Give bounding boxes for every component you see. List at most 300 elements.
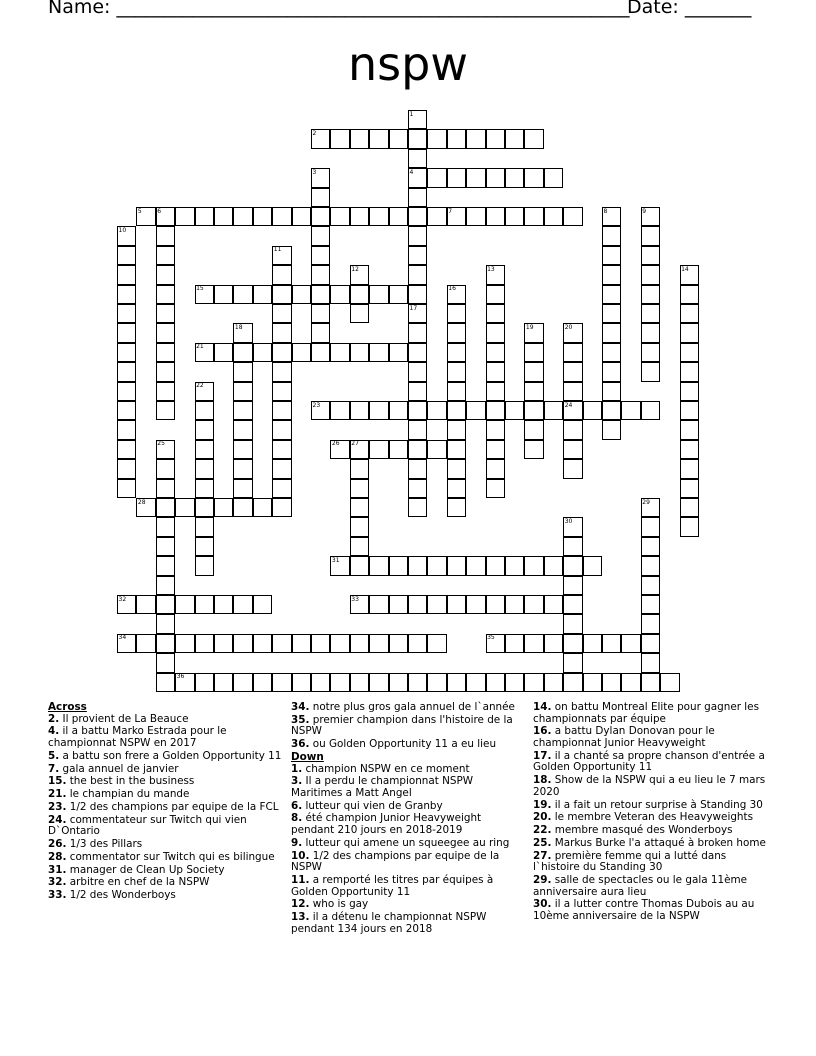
grid-cell[interactable] <box>408 129 427 148</box>
grid-cell[interactable] <box>350 673 369 692</box>
grid-cell[interactable] <box>524 168 543 187</box>
grid-cell[interactable] <box>563 595 582 614</box>
grid-cell[interactable] <box>369 440 388 459</box>
grid-cell[interactable] <box>389 595 408 614</box>
grid-cell[interactable] <box>214 498 233 517</box>
grid-cell[interactable] <box>292 207 311 226</box>
grid-cell[interactable] <box>195 595 214 614</box>
grid-cell[interactable] <box>563 576 582 595</box>
grid-cell[interactable] <box>369 556 388 575</box>
grid-cell[interactable] <box>486 129 505 148</box>
grid-cell[interactable] <box>544 556 563 575</box>
grid-cell[interactable] <box>563 382 582 401</box>
grid-cell[interactable] <box>214 673 233 692</box>
grid-cell[interactable] <box>641 285 660 304</box>
grid-cell[interactable] <box>408 673 427 692</box>
grid-cell[interactable] <box>253 634 272 653</box>
grid-cell[interactable] <box>389 556 408 575</box>
grid-cell[interactable] <box>466 595 485 614</box>
grid-cell[interactable] <box>156 614 175 633</box>
grid-cell[interactable] <box>389 343 408 362</box>
grid-cell[interactable] <box>389 129 408 148</box>
grid-cell[interactable] <box>447 362 466 381</box>
grid-cell[interactable] <box>408 343 427 362</box>
grid-cell[interactable] <box>486 420 505 439</box>
grid-cell[interactable] <box>486 595 505 614</box>
grid-cell[interactable] <box>680 285 699 304</box>
grid-cell[interactable] <box>253 207 272 226</box>
grid-cell[interactable] <box>233 401 252 420</box>
grid-cell[interactable] <box>156 537 175 556</box>
grid-cell[interactable] <box>486 556 505 575</box>
grid-cell[interactable] <box>524 556 543 575</box>
grid-cell[interactable] <box>602 246 621 265</box>
grid-cell[interactable] <box>563 537 582 556</box>
grid-cell[interactable] <box>117 479 136 498</box>
grid-cell[interactable] <box>195 556 214 575</box>
grid-cell[interactable] <box>311 246 330 265</box>
grid-cell[interactable] <box>233 479 252 498</box>
grid-cell[interactable] <box>680 323 699 342</box>
grid-cell[interactable] <box>427 595 446 614</box>
grid-cell[interactable] <box>447 440 466 459</box>
grid-cell[interactable] <box>156 382 175 401</box>
grid-cell[interactable] <box>350 285 369 304</box>
grid-cell[interactable] <box>350 343 369 362</box>
grid-cell[interactable] <box>408 634 427 653</box>
grid-cell[interactable] <box>214 595 233 614</box>
grid-cell[interactable] <box>408 362 427 381</box>
grid-cell[interactable] <box>563 343 582 362</box>
grid-cell[interactable] <box>117 265 136 284</box>
grid-cell[interactable] <box>563 459 582 478</box>
grid-cell[interactable] <box>408 226 427 245</box>
grid-cell[interactable] <box>311 634 330 653</box>
grid-cell[interactable] <box>641 634 660 653</box>
grid-cell[interactable] <box>641 595 660 614</box>
grid-cell[interactable] <box>641 537 660 556</box>
grid-cell[interactable] <box>408 498 427 517</box>
grid-cell[interactable] <box>544 207 563 226</box>
grid-cell[interactable] <box>272 479 291 498</box>
grid-cell[interactable] <box>369 207 388 226</box>
grid-cell[interactable] <box>369 634 388 653</box>
grid-cell[interactable] <box>214 634 233 653</box>
grid-cell[interactable] <box>505 129 524 148</box>
grid-cell[interactable] <box>408 401 427 420</box>
grid-cell[interactable] <box>156 576 175 595</box>
grid-cell[interactable] <box>563 440 582 459</box>
grid-cell[interactable] <box>602 285 621 304</box>
grid-cell[interactable] <box>175 207 194 226</box>
grid-cell[interactable] <box>602 634 621 653</box>
grid-cell[interactable] <box>272 304 291 323</box>
grid-cell[interactable] <box>233 382 252 401</box>
grid-cell[interactable] <box>156 265 175 284</box>
grid-cell[interactable] <box>524 401 543 420</box>
grid-cell[interactable] <box>602 343 621 362</box>
grid-cell[interactable] <box>156 362 175 381</box>
grid-cell[interactable] <box>156 673 175 692</box>
grid-cell[interactable] <box>427 673 446 692</box>
grid-cell[interactable] <box>680 304 699 323</box>
grid-cell[interactable] <box>330 634 349 653</box>
grid-cell[interactable] <box>680 479 699 498</box>
grid-cell[interactable] <box>408 382 427 401</box>
grid-cell[interactable] <box>466 129 485 148</box>
grid-cell[interactable] <box>641 265 660 284</box>
grid-cell[interactable] <box>602 673 621 692</box>
grid-cell[interactable] <box>621 673 640 692</box>
grid-cell[interactable] <box>427 129 446 148</box>
grid-cell[interactable] <box>156 246 175 265</box>
grid-cell[interactable] <box>544 168 563 187</box>
grid-cell[interactable] <box>117 285 136 304</box>
grid-cell[interactable] <box>447 129 466 148</box>
grid-cell[interactable] <box>330 129 349 148</box>
grid-cell[interactable] <box>563 556 582 575</box>
grid-cell[interactable] <box>641 323 660 342</box>
grid-cell[interactable] <box>466 207 485 226</box>
grid-cell[interactable] <box>447 673 466 692</box>
grid-cell[interactable] <box>408 323 427 342</box>
grid-cell[interactable] <box>350 634 369 653</box>
grid-cell[interactable] <box>408 556 427 575</box>
grid-cell[interactable] <box>272 265 291 284</box>
grid-cell[interactable] <box>641 246 660 265</box>
grid-cell[interactable] <box>272 420 291 439</box>
grid-cell[interactable] <box>602 323 621 342</box>
grid-cell[interactable] <box>486 207 505 226</box>
grid-cell[interactable] <box>680 459 699 478</box>
grid-cell[interactable] <box>156 343 175 362</box>
grid-cell[interactable] <box>156 653 175 672</box>
grid-cell[interactable] <box>427 556 446 575</box>
grid-cell[interactable] <box>544 401 563 420</box>
grid-cell[interactable] <box>641 673 660 692</box>
grid-cell[interactable] <box>272 285 291 304</box>
grid-cell[interactable] <box>660 673 679 692</box>
grid-cell[interactable] <box>602 362 621 381</box>
grid-cell[interactable] <box>427 440 446 459</box>
grid-cell[interactable] <box>563 420 582 439</box>
grid-cell[interactable] <box>311 343 330 362</box>
grid-cell[interactable] <box>447 401 466 420</box>
grid-cell[interactable] <box>680 440 699 459</box>
grid-cell[interactable] <box>253 595 272 614</box>
grid-cell[interactable] <box>369 129 388 148</box>
grid-cell[interactable] <box>253 498 272 517</box>
grid-cell[interactable] <box>233 343 252 362</box>
grid-cell[interactable] <box>408 246 427 265</box>
grid-cell[interactable] <box>117 440 136 459</box>
grid-cell[interactable] <box>524 420 543 439</box>
grid-cell[interactable] <box>524 362 543 381</box>
grid-cell[interactable] <box>272 440 291 459</box>
grid-cell[interactable] <box>408 479 427 498</box>
grid-cell[interactable] <box>602 382 621 401</box>
grid-cell[interactable] <box>253 343 272 362</box>
grid-cell[interactable] <box>214 343 233 362</box>
grid-cell[interactable] <box>524 634 543 653</box>
grid-cell[interactable] <box>427 168 446 187</box>
grid-cell[interactable] <box>233 459 252 478</box>
grid-cell[interactable] <box>447 556 466 575</box>
grid-cell[interactable] <box>214 285 233 304</box>
grid-cell[interactable] <box>641 556 660 575</box>
grid-cell[interactable] <box>272 343 291 362</box>
grid-cell[interactable] <box>350 479 369 498</box>
grid-cell[interactable] <box>408 265 427 284</box>
grid-cell[interactable] <box>505 595 524 614</box>
grid-cell[interactable] <box>602 420 621 439</box>
grid-cell[interactable] <box>427 634 446 653</box>
grid-cell[interactable] <box>233 440 252 459</box>
grid-cell[interactable] <box>175 498 194 517</box>
grid-cell[interactable] <box>292 343 311 362</box>
grid-cell[interactable] <box>641 517 660 536</box>
grid-cell[interactable] <box>408 420 427 439</box>
grid-cell[interactable] <box>156 479 175 498</box>
grid-cell[interactable] <box>233 595 252 614</box>
grid-cell[interactable] <box>233 207 252 226</box>
grid-cell[interactable] <box>408 440 427 459</box>
grid-cell[interactable] <box>563 362 582 381</box>
grid-cell[interactable] <box>156 634 175 653</box>
grid-cell[interactable] <box>369 401 388 420</box>
grid-cell[interactable] <box>427 401 446 420</box>
grid-cell[interactable] <box>447 459 466 478</box>
grid-cell[interactable] <box>253 673 272 692</box>
grid-cell[interactable] <box>195 673 214 692</box>
grid-cell[interactable] <box>680 382 699 401</box>
grid-cell[interactable] <box>156 304 175 323</box>
grid-cell[interactable] <box>544 595 563 614</box>
grid-cell[interactable] <box>136 595 155 614</box>
grid-cell[interactable] <box>233 420 252 439</box>
grid-cell[interactable] <box>272 498 291 517</box>
grid-cell[interactable] <box>505 634 524 653</box>
grid-cell[interactable] <box>272 382 291 401</box>
grid-cell[interactable] <box>350 304 369 323</box>
grid-cell[interactable] <box>641 226 660 245</box>
grid-cell[interactable] <box>369 343 388 362</box>
grid-cell[interactable] <box>505 168 524 187</box>
grid-cell[interactable] <box>389 207 408 226</box>
grid-cell[interactable] <box>311 304 330 323</box>
grid-cell[interactable] <box>680 401 699 420</box>
grid-cell[interactable] <box>272 459 291 478</box>
grid-cell[interactable] <box>621 401 640 420</box>
grid-cell[interactable] <box>447 168 466 187</box>
grid-cell[interactable] <box>330 401 349 420</box>
grid-cell[interactable] <box>583 634 602 653</box>
grid-cell[interactable] <box>272 673 291 692</box>
grid-cell[interactable] <box>156 595 175 614</box>
grid-cell[interactable] <box>272 323 291 342</box>
grid-cell[interactable] <box>272 362 291 381</box>
grid-cell[interactable] <box>156 498 175 517</box>
grid-cell[interactable] <box>486 382 505 401</box>
grid-cell[interactable] <box>350 498 369 517</box>
grid-cell[interactable] <box>408 188 427 207</box>
grid-cell[interactable] <box>621 634 640 653</box>
grid-cell[interactable] <box>486 304 505 323</box>
grid-cell[interactable] <box>466 401 485 420</box>
grid-cell[interactable] <box>272 401 291 420</box>
grid-cell[interactable] <box>641 576 660 595</box>
grid-cell[interactable] <box>524 673 543 692</box>
grid-cell[interactable] <box>311 673 330 692</box>
grid-cell[interactable] <box>641 362 660 381</box>
grid-cell[interactable] <box>195 479 214 498</box>
grid-cell[interactable] <box>350 459 369 478</box>
grid-cell[interactable] <box>214 207 233 226</box>
grid-cell[interactable] <box>311 207 330 226</box>
grid-cell[interactable] <box>233 362 252 381</box>
grid-cell[interactable] <box>583 673 602 692</box>
grid-cell[interactable] <box>486 401 505 420</box>
grid-cell[interactable] <box>408 285 427 304</box>
grid-cell[interactable] <box>486 440 505 459</box>
grid-cell[interactable] <box>175 595 194 614</box>
grid-cell[interactable] <box>486 479 505 498</box>
grid-cell[interactable] <box>680 343 699 362</box>
grid-cell[interactable] <box>369 285 388 304</box>
grid-cell[interactable] <box>466 556 485 575</box>
grid-cell[interactable] <box>447 323 466 342</box>
grid-cell[interactable] <box>330 673 349 692</box>
grid-cell[interactable] <box>195 498 214 517</box>
grid-cell[interactable] <box>156 556 175 575</box>
grid-cell[interactable] <box>486 362 505 381</box>
grid-cell[interactable] <box>156 517 175 536</box>
grid-cell[interactable] <box>524 595 543 614</box>
grid-cell[interactable] <box>447 304 466 323</box>
grid-cell[interactable] <box>447 420 466 439</box>
grid-cell[interactable] <box>447 382 466 401</box>
grid-cell[interactable] <box>427 207 446 226</box>
grid-cell[interactable] <box>524 440 543 459</box>
grid-cell[interactable] <box>389 673 408 692</box>
grid-cell[interactable] <box>447 498 466 517</box>
grid-cell[interactable] <box>408 595 427 614</box>
grid-cell[interactable] <box>350 517 369 536</box>
grid-cell[interactable] <box>466 168 485 187</box>
grid-cell[interactable] <box>369 595 388 614</box>
grid-cell[interactable] <box>233 634 252 653</box>
grid-cell[interactable] <box>505 207 524 226</box>
grid-cell[interactable] <box>447 479 466 498</box>
grid-cell[interactable] <box>524 382 543 401</box>
grid-cell[interactable] <box>466 673 485 692</box>
grid-cell[interactable] <box>505 401 524 420</box>
grid-cell[interactable] <box>544 634 563 653</box>
grid-cell[interactable] <box>292 285 311 304</box>
grid-cell[interactable] <box>292 634 311 653</box>
grid-cell[interactable] <box>563 673 582 692</box>
grid-cell[interactable] <box>486 673 505 692</box>
grid-cell[interactable] <box>272 207 291 226</box>
grid-cell[interactable] <box>195 440 214 459</box>
grid-cell[interactable] <box>641 343 660 362</box>
grid-cell[interactable] <box>117 459 136 478</box>
grid-cell[interactable] <box>233 498 252 517</box>
grid-cell[interactable] <box>602 226 621 245</box>
grid-cell[interactable] <box>311 226 330 245</box>
grid-cell[interactable] <box>369 673 388 692</box>
grid-cell[interactable] <box>117 420 136 439</box>
grid-cell[interactable] <box>486 285 505 304</box>
grid-cell[interactable] <box>602 401 621 420</box>
grid-cell[interactable] <box>524 343 543 362</box>
grid-cell[interactable] <box>680 420 699 439</box>
grid-cell[interactable] <box>641 401 660 420</box>
grid-cell[interactable] <box>563 653 582 672</box>
grid-cell[interactable] <box>524 207 543 226</box>
grid-cell[interactable] <box>233 285 252 304</box>
grid-cell[interactable] <box>195 459 214 478</box>
grid-cell[interactable] <box>486 168 505 187</box>
grid-cell[interactable] <box>311 285 330 304</box>
grid-cell[interactable] <box>350 207 369 226</box>
grid-cell[interactable] <box>680 517 699 536</box>
grid-cell[interactable] <box>350 556 369 575</box>
grid-cell[interactable] <box>117 323 136 342</box>
grid-cell[interactable] <box>680 362 699 381</box>
grid-cell[interactable] <box>311 265 330 284</box>
grid-cell[interactable] <box>602 304 621 323</box>
grid-cell[interactable] <box>117 246 136 265</box>
grid-cell[interactable] <box>350 129 369 148</box>
grid-cell[interactable] <box>408 207 427 226</box>
grid-cell[interactable] <box>117 304 136 323</box>
grid-cell[interactable] <box>117 382 136 401</box>
grid-cell[interactable] <box>486 323 505 342</box>
grid-cell[interactable] <box>408 149 427 168</box>
grid-cell[interactable] <box>389 440 408 459</box>
grid-cell[interactable] <box>486 343 505 362</box>
grid-cell[interactable] <box>311 323 330 342</box>
grid-cell[interactable] <box>195 537 214 556</box>
grid-cell[interactable] <box>389 401 408 420</box>
grid-cell[interactable] <box>330 343 349 362</box>
grid-cell[interactable] <box>680 498 699 517</box>
grid-cell[interactable] <box>272 634 291 653</box>
grid-cell[interactable] <box>641 614 660 633</box>
grid-cell[interactable] <box>195 517 214 536</box>
grid-cell[interactable] <box>195 634 214 653</box>
grid-cell[interactable] <box>253 285 272 304</box>
grid-cell[interactable] <box>330 285 349 304</box>
grid-cell[interactable] <box>563 614 582 633</box>
grid-cell[interactable] <box>583 556 602 575</box>
grid-cell[interactable] <box>389 634 408 653</box>
grid-cell[interactable] <box>233 673 252 692</box>
grid-cell[interactable] <box>117 401 136 420</box>
grid-cell[interactable] <box>389 285 408 304</box>
grid-cell[interactable] <box>641 304 660 323</box>
grid-cell[interactable] <box>156 401 175 420</box>
grid-cell[interactable] <box>156 323 175 342</box>
grid-cell[interactable] <box>505 556 524 575</box>
grid-cell[interactable] <box>195 420 214 439</box>
grid-cell[interactable] <box>350 401 369 420</box>
grid-cell[interactable] <box>136 634 155 653</box>
grid-cell[interactable] <box>447 343 466 362</box>
grid-cell[interactable] <box>195 401 214 420</box>
grid-cell[interactable] <box>156 285 175 304</box>
